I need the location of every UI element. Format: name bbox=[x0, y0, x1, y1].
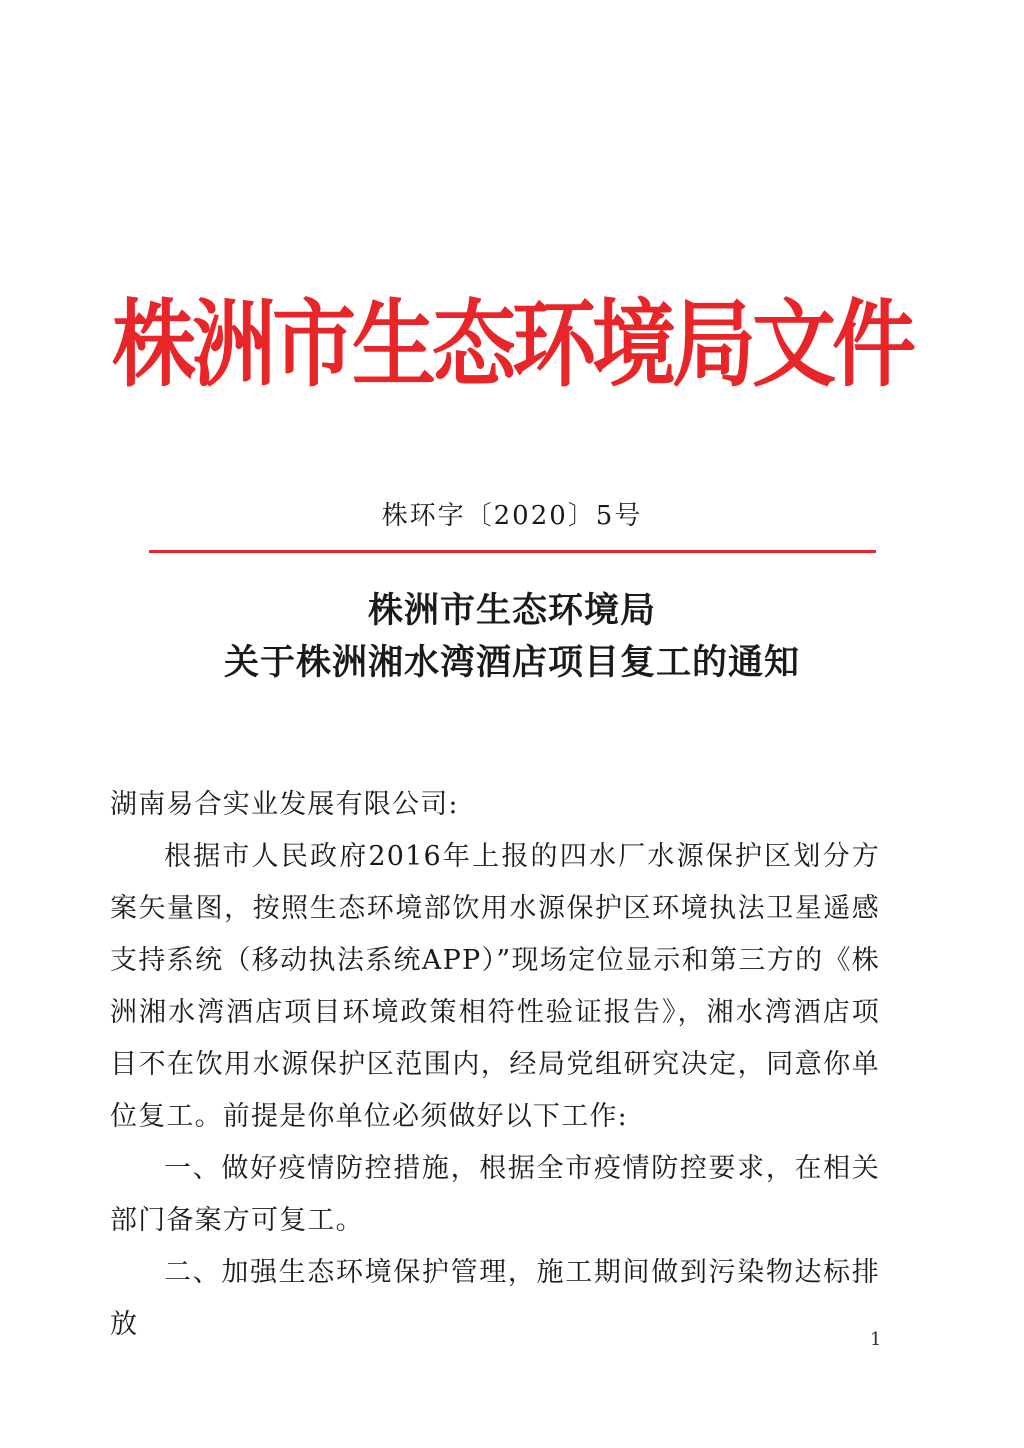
body-paragraph: 根据市人民政府2016年上报的四水厂水源保护区划分方案矢量图，按照生态环境部饮用水源保护区环境执法卫星遥感支持系统（移动执法系统APP）”现场定位显示和第三方的《株洲湘水湾酒店项目环境政策相符性验证报告》，湘水湾酒店项目不在饮用水源保护区范围内，经局党组研究决定，同意你单位复工。前提是你单位必须做好以下工作: bbox=[110, 841, 880, 1132]
document-body bbox=[110, 779, 880, 1351]
body-paragraph: 一、做好疫情防控措施，根据全市疫情防控要求，在相关部门备案方可复工。 bbox=[110, 1153, 880, 1236]
document-title bbox=[0, 585, 1024, 689]
page-number: 1 bbox=[870, 1329, 882, 1350]
title-line-issuer: 株洲市生态环境局 bbox=[367, 590, 656, 631]
title-line-subject: 关于株洲湘水湾酒店项目复工的通知 bbox=[223, 642, 800, 683]
red-divider-line bbox=[149, 550, 876, 553]
document-masthead: 株洲市生态环境局文件 bbox=[111, 289, 912, 400]
salutation: 湖南易合实业发展有限公司: bbox=[110, 789, 459, 820]
document-number: 株环字〔2020〕5号 bbox=[381, 501, 643, 531]
body-paragraph: 二、加强生态环境保护管理，施工期间做到污染物达标排放 bbox=[110, 1257, 880, 1340]
